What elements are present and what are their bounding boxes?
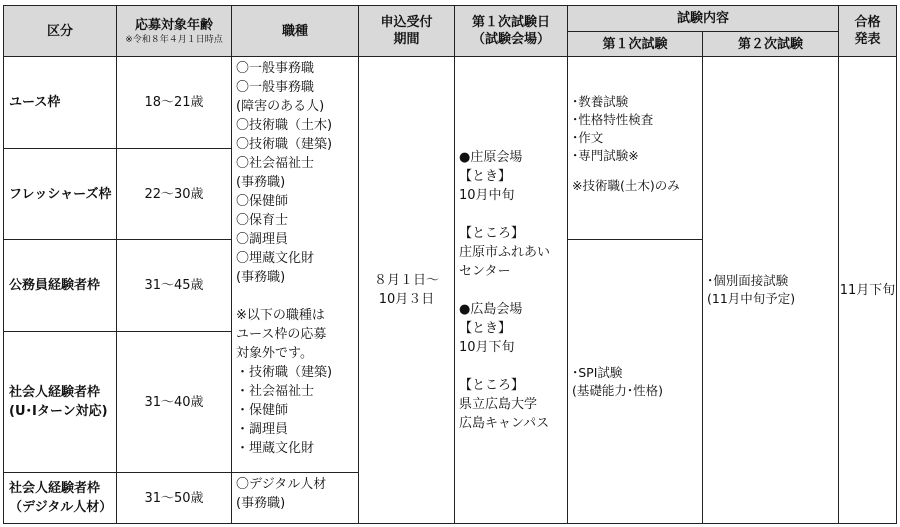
application-period-cell [359, 57, 455, 524]
recruitment-schedule-table [3, 5, 897, 524]
age-freshers: 22～30歳 [117, 149, 232, 240]
job-line: (事務職) [236, 270, 286, 285]
header-period: 申込受付期間 [359, 6, 455, 57]
table-row [4, 57, 897, 149]
venue-line: 【ところ】 [459, 225, 525, 241]
first-exam-content-b [568, 240, 703, 524]
header-first-exam-date: 第１次試験日（試験会場） [455, 6, 568, 57]
job-note-line: ・技術職（建築) [236, 365, 333, 380]
job-note-line: ※以下の職種は [236, 308, 325, 323]
venue-line: ●広島会場 [459, 301, 523, 317]
job-note-line: ユース枠の応募 [236, 327, 327, 342]
category-freshers: フレッシャーズ枠 [4, 149, 117, 240]
period-start: ８月１日～ [373, 273, 439, 288]
second-exam-content [703, 57, 839, 524]
header-first-exam: 第１次試験 [568, 32, 703, 57]
exam1-a-line: ･教養試験 [572, 94, 629, 109]
job-note-line: ・保健師 [236, 403, 289, 418]
job-line: 〇一般事務職 [236, 61, 315, 76]
venue-line: 【とき】 [459, 320, 512, 336]
period-end: 10月３日 [378, 292, 435, 307]
age-youth: 18～21歳 [117, 57, 232, 149]
job-line: (障害のある人) [236, 99, 325, 114]
job-line: 〇調理員 [236, 232, 289, 247]
category-working-adult-digital: 社会人経験者枠 （デジタル人材） [4, 473, 117, 524]
category-youth: ユース枠 [4, 57, 117, 149]
job-line: 〇社会福祉士 [236, 156, 315, 171]
job-line: 〇一般事務職 [236, 80, 315, 95]
venue-line: 10月下旬 [459, 339, 515, 355]
venue-line: 【ところ】 [459, 377, 525, 393]
exam1-b-line: ･SPI試験 [572, 364, 623, 380]
age-working-adult-digital: 31～50歳 [117, 473, 232, 524]
header-exam-content: 試験内容 [568, 6, 839, 32]
header-age: 応募対象年齢 ※令和８年４月１日時点 [117, 6, 232, 57]
job-types-digital [232, 473, 359, 524]
job-note-line: ・調理員 [236, 422, 289, 437]
job-line: 〇技術職（土木) [236, 118, 333, 133]
job-line: 〇保育士 [236, 213, 289, 228]
category-working-adult-ui: 社会人経験者枠 (U･Iターン対応) [4, 332, 117, 473]
job-line: 〇デジタル人材 [236, 477, 327, 492]
result-announcement: 11月下旬 [839, 57, 897, 524]
job-line: 〇技術職（建築) [236, 137, 333, 152]
job-types-cell [232, 57, 359, 473]
job-line: 〇保健師 [236, 194, 289, 209]
exam1-a-note: ※技術職(土木)のみ [572, 178, 680, 193]
job-note-line: 対象外です。 [236, 346, 313, 361]
job-line: (事務職) [236, 496, 286, 511]
exam1-a-line: ･作文 [572, 130, 604, 145]
header-category: 区分 [4, 6, 117, 57]
exam1-a-line: ･専門試験※ [572, 148, 639, 163]
header-job-type: 職種 [232, 6, 359, 57]
first-exam-venue-cell [455, 57, 568, 524]
venue-line: 広島キャンパス [459, 415, 550, 431]
job-line: 〇埋蔵文化財 [236, 251, 315, 266]
first-exam-content-a [568, 57, 703, 240]
venue-line: ●庄原会場 [459, 149, 523, 165]
header-age-note: ※令和８年４月１日時点 [125, 34, 223, 45]
exam1-a-line: ･性格特性検査 [572, 112, 654, 127]
job-line: (事務職) [236, 175, 286, 190]
venue-line: 庄原市ふれあい [459, 244, 551, 260]
job-note-line: ・埋蔵文化財 [236, 441, 315, 456]
venue-line: 県立広島大学 [459, 396, 538, 412]
exam2-line: ･個別面接試験 [707, 273, 789, 288]
category-public-servant: 公務員経験者枠 [4, 240, 117, 332]
venue-line: センター [459, 263, 511, 279]
exam1-b-line: (基礎能力･性格) [572, 382, 664, 398]
exam2-line: (11月中旬予定) [707, 291, 796, 306]
header-second-exam: 第２次試験 [703, 32, 839, 57]
age-public-servant: 31～45歳 [117, 240, 232, 332]
age-working-adult-ui: 31～40歳 [117, 332, 232, 473]
venue-line: 【とき】 [459, 168, 512, 184]
header-result: 合格発表 [839, 6, 897, 57]
job-note-line: ・社会福祉士 [236, 384, 315, 399]
venue-line: 10月中旬 [459, 187, 515, 203]
